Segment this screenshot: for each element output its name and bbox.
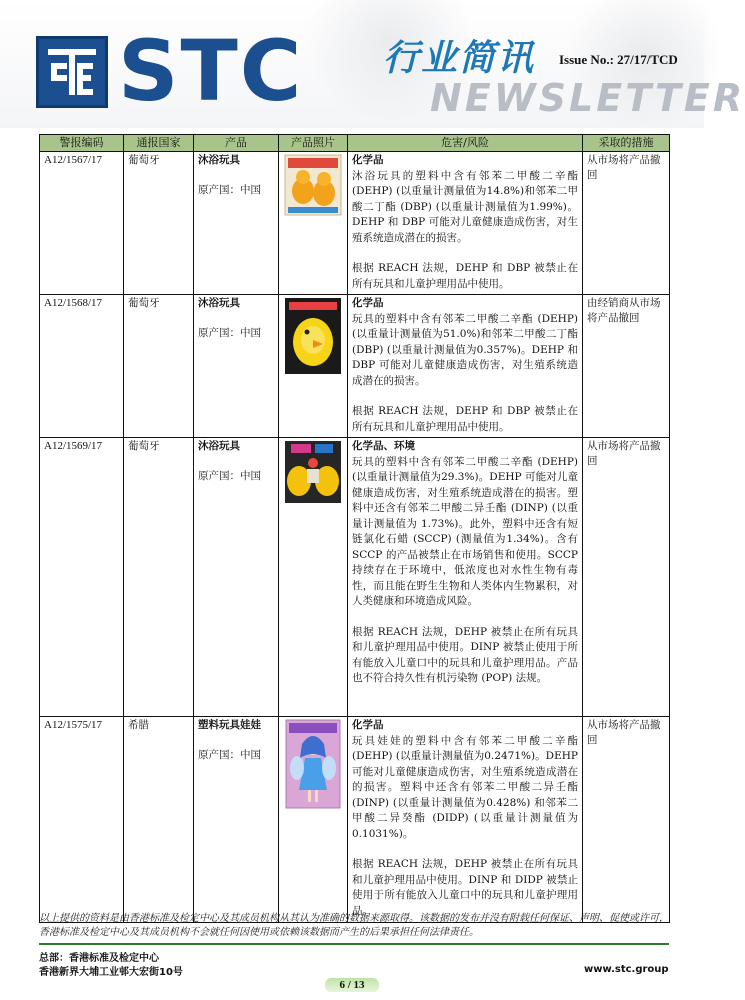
alert-code: A12/1568/17 xyxy=(40,295,124,438)
table-row xyxy=(40,152,670,295)
alert-code: A12/1567/17 xyxy=(40,152,124,295)
col-header-photo: 产品照片 xyxy=(279,135,348,152)
notifying-country: 葡萄牙 xyxy=(124,438,194,717)
risk-description: 沐浴玩具的塑料中含有邻苯二甲酸二辛酯 (DEHP) (以重量计测量值为14.8%)和邻苯二甲酸二丁酯 (DBP) (以重量计测量值为1.99%)。DEHP 和 DBP 可能对儿童健康造成伤害，对生殖系统造成潜在的损害。 xyxy=(352,169,578,244)
risk-category: 化学品 xyxy=(352,154,384,166)
risk-cell xyxy=(348,717,583,923)
risk-category: 化学品 xyxy=(352,719,384,731)
product-name: 沐浴玩具 xyxy=(198,154,240,166)
measure-taken: 从市场将产品撤回 xyxy=(583,438,670,717)
fairy-doll-photo xyxy=(283,718,343,810)
newsletter-title-en: NEWSLETTER xyxy=(430,76,745,120)
issue-number: Issue No.: 27/17/TCD xyxy=(559,52,678,67)
table-row xyxy=(40,438,670,717)
regulation-note: 根据 REACH 法规，DEHP 被禁止在所有玩具和儿童护理用品中使用。DINP 被禁止使用于所有能放入儿童口中的玩具和儿童护理用品。产品也不符合持久性有机污染物 (POP) 法规。 xyxy=(352,625,578,684)
table-row xyxy=(40,295,670,438)
product-photo-cell xyxy=(279,152,348,295)
headquarters-label: 总部：香港标准及检定中心 xyxy=(39,953,159,964)
newsletter-header xyxy=(0,0,745,128)
disclaimer-text: 以上提供的资料是由香港标准及检定中心及其成员机构从其认为准确的数据来源取得。该数据的发布并没有附载任何保证、声明、促使或许可，香港标准及检定中心及其成员机构不会就任何因使用或依赖该数据而产生的后果承担任何法律责任。 xyxy=(39,913,669,938)
notifying-country: 葡萄牙 xyxy=(124,295,194,438)
risk-category: 化学品、环境 xyxy=(352,440,415,452)
product-photo-cell xyxy=(279,717,348,923)
page-number: 6 / 13 xyxy=(325,978,379,992)
notifying-country: 希腊 xyxy=(124,717,194,923)
product-cell xyxy=(194,152,279,295)
risk-description: 玩具娃娃的塑料中含有邻苯二甲酸二辛酯 (DEHP) (以重量计测量值为0.2471%)。DEHP 可能对儿童健康造成伤害，对生殖系统造成潜在的损害。塑料中还含有邻苯二甲酸二异壬酯 (DINP) (以重量计测量值为0.428%) 和邻苯二甲酸二异癸酯 (DIDP) (以重量计测量值为0.1031%)。 xyxy=(352,734,578,840)
table-row xyxy=(40,717,670,923)
col-header-country: 通报国家 xyxy=(124,135,194,152)
product-origin: 原产国：中国 xyxy=(198,183,261,196)
product-name: 沐浴玩具 xyxy=(198,440,240,452)
risk-cell xyxy=(348,438,583,717)
measure-taken: 从市场将产品撤回 xyxy=(583,152,670,295)
newsletter-title-cn: 行业简讯 xyxy=(383,38,536,79)
measure-taken: 由经销商从市场将产品撤回 xyxy=(583,295,670,438)
product-name: 沐浴玩具 xyxy=(198,297,240,309)
headquarters-address: 香港新界大埔工业邨大宏街10号 xyxy=(39,967,183,978)
regulation-note: 根据 REACH 法规，DEHP 被禁止在所有玩具和儿童护理用品中使用。DINP 和 DIDP 被禁止使用于所有能放入儿童口中的玩具和儿童护理用品。 xyxy=(352,858,578,917)
product-cell xyxy=(194,717,279,923)
product-name: 塑料玩具娃娃 xyxy=(198,719,261,731)
bath-toy-set-photo xyxy=(283,439,343,505)
alert-code: A12/1575/17 xyxy=(40,717,124,923)
table-header-row xyxy=(40,135,670,152)
product-cell xyxy=(194,438,279,717)
col-header-code: 警报编码 xyxy=(40,135,124,152)
product-origin: 原产国：中国 xyxy=(198,326,261,339)
col-header-product: 产品 xyxy=(194,135,279,152)
product-cell xyxy=(194,295,279,438)
notifying-country: 葡萄牙 xyxy=(124,152,194,295)
alert-code: A12/1569/17 xyxy=(40,438,124,717)
footer-address-block xyxy=(39,952,183,980)
col-header-measure: 采取的措施 xyxy=(583,135,670,152)
alert-table xyxy=(39,134,670,923)
product-photo-cell xyxy=(279,438,348,717)
risk-cell xyxy=(348,152,583,295)
regulation-note: 根据 REACH 法规，DEHP 和 DBP 被禁止在所有玩具和儿童护理用品中使用。 xyxy=(352,405,578,433)
risk-cell xyxy=(348,295,583,438)
product-origin: 原产国：中国 xyxy=(198,469,261,482)
regulation-note: 根据 REACH 法规，DEHP 和 DBP 被禁止在所有玩具和儿童护理用品中使用。 xyxy=(352,262,578,290)
product-origin: 原产国：中国 xyxy=(198,748,261,761)
risk-description: 玩具的塑料中含有邻苯二甲酸二辛酯 (DEHP) (以重量计测量值为29.3%)。DEHP 可能对儿童健康造成伤害，对生殖系统造成潜在的损害。塑料中还含有邻苯二甲酸二异壬酯 (DINP) (以重量计测量值为 1.73%)。此外，塑料中还含有短链氯化石蜡 (SCCP) (测量值为1.34%)。含有 SCCP 的产品被禁止在市场销售和使用。SCCP 持续存在于环境中，低浓度也对水性生物有毒性，而且能在野生生物和人类体内生物累积，对人类健康和环境造成风险。 xyxy=(352,455,578,607)
measure-taken: 从市场将产品撤回 xyxy=(583,717,670,923)
website-link[interactable]: www.stc.group xyxy=(584,964,669,975)
logo-wordmark: STC xyxy=(118,22,304,120)
col-header-risk: 危害/风险 xyxy=(348,135,583,152)
footer-divider xyxy=(39,943,669,945)
risk-category: 化学品 xyxy=(352,297,384,309)
orange-duck-toy-photo xyxy=(283,153,343,217)
product-photo-cell xyxy=(279,295,348,438)
yellow-duck-toy-photo xyxy=(283,296,343,376)
stc-logo-icon xyxy=(36,36,108,108)
risk-description: 玩具的塑料中含有邻苯二甲酸二辛酯 (DEHP) (以重量计测量值为51.0%)和邻苯二甲酸二丁酯 (DBP) (以重量计测量值为0.357%)。DEHP 和 DBP 可能对儿童健康造成伤害，对生殖系统造成潜在的损害。 xyxy=(352,312,578,387)
